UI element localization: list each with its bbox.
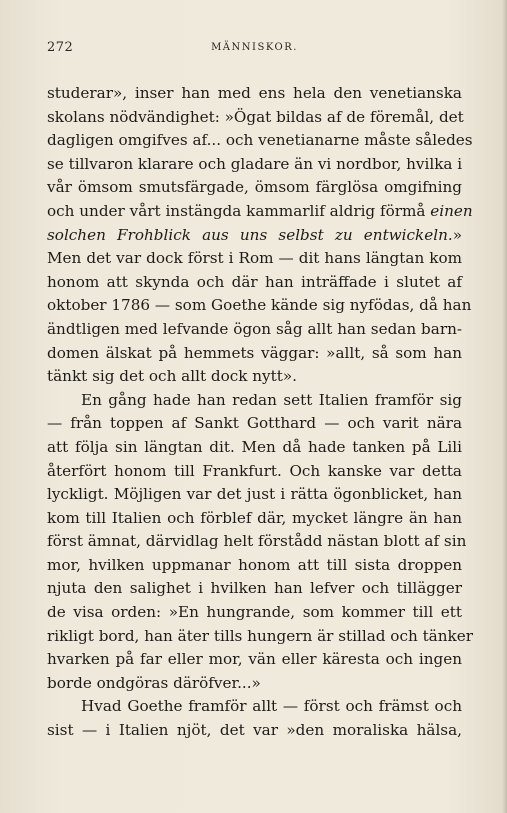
text-line-21: mor, hvilken uppmanar honom att till sista droppen	[47, 555, 462, 574]
running-title: MÄNNISKOR.	[211, 42, 298, 53]
text-line-25: hvarken på far eller mor, vän eller käresta och ingen	[47, 650, 462, 669]
text-line-13: tänkt sig det och allt dock nytt».	[47, 367, 297, 386]
text-line-28: sist — i Italien njöt, det var »den moraliska hälsa,	[47, 721, 462, 740]
text-line-10: oktober 1786 — som Goethe kände sig nyfödas, då han	[47, 296, 472, 315]
page-number: 272	[47, 40, 74, 55]
text-line-6-roman: och under vårt instängda kammarlif aldrig förmå	[47, 201, 426, 220]
text-line-18: lyckligt. Möjligen var det just i rätta ögonblicket, han	[47, 485, 462, 504]
text-line-16: att följa sin längtan dit. Men då hade tanken på Lili	[47, 437, 462, 456]
text-line-2: skolans nödvändighet: »Ögat bildas af de föremål, det	[47, 107, 464, 126]
text-line-6-italic: einen	[430, 201, 473, 220]
text-line-7	[47, 224, 462, 248]
text-line-9: honom att skynda och där han inträffade i slutet af	[47, 272, 462, 291]
text-line-23: de visa orden: »En hungrande, som kommer till ett	[47, 603, 462, 622]
page-edge-shadow	[502, 0, 507, 813]
text-line-8: Men det var dock först i Rom — dit hans längtan kom	[47, 249, 462, 268]
text-line-24: rikligt bord, han äter tills hungern är stillad och tänker	[47, 626, 473, 645]
text-line-6	[47, 200, 473, 224]
text-line-14: En gång hade han redan sett Italien framför sig	[81, 390, 462, 409]
text-line-22: njuta den salighet i hvilken han lefver och tillägger	[47, 579, 462, 598]
text-line-1: studerar», inser han med ens hela den venetianska	[47, 84, 462, 102]
text-line-4: se tillvaron klarare och gladare än vi nordbor, hvilka i	[47, 154, 463, 173]
text-line-27: Hvad Goethe framför allt — först och främst och	[81, 697, 462, 716]
text-line-7-quote: »	[452, 225, 462, 244]
text-line-11: ändtligen med lefvande ögon såg allt han sedan barn-	[47, 319, 462, 338]
text-line-7-italic: solchen Frohblick aus uns selbst zu entwickeln.	[47, 225, 453, 244]
text-line-20: först ämnat, därvidlag helt förstådd nästan blott af sin	[47, 532, 467, 551]
text-line-3: dagligen omgifves af... och venetianarne måste således	[47, 131, 473, 150]
text-line-17: återfört honom till Frankfurt. Och kanske var detta	[47, 461, 462, 480]
text-line-15: — från toppen af Sankt Gotthard — och varit nära	[47, 414, 462, 433]
text-line-12: domen älskat på hemmets väggar: »allt, så som han	[47, 343, 462, 362]
body-text	[47, 82, 473, 743]
page-header	[47, 40, 462, 62]
text-line-26: borde ondgöras däröfver...»	[47, 673, 261, 692]
text-line-5: vår ömsom smutsfärgade, ömsom färglösa omgifning	[47, 178, 462, 197]
text-line-19: kom till Italien och förblef där, mycket längre än han	[47, 508, 462, 527]
